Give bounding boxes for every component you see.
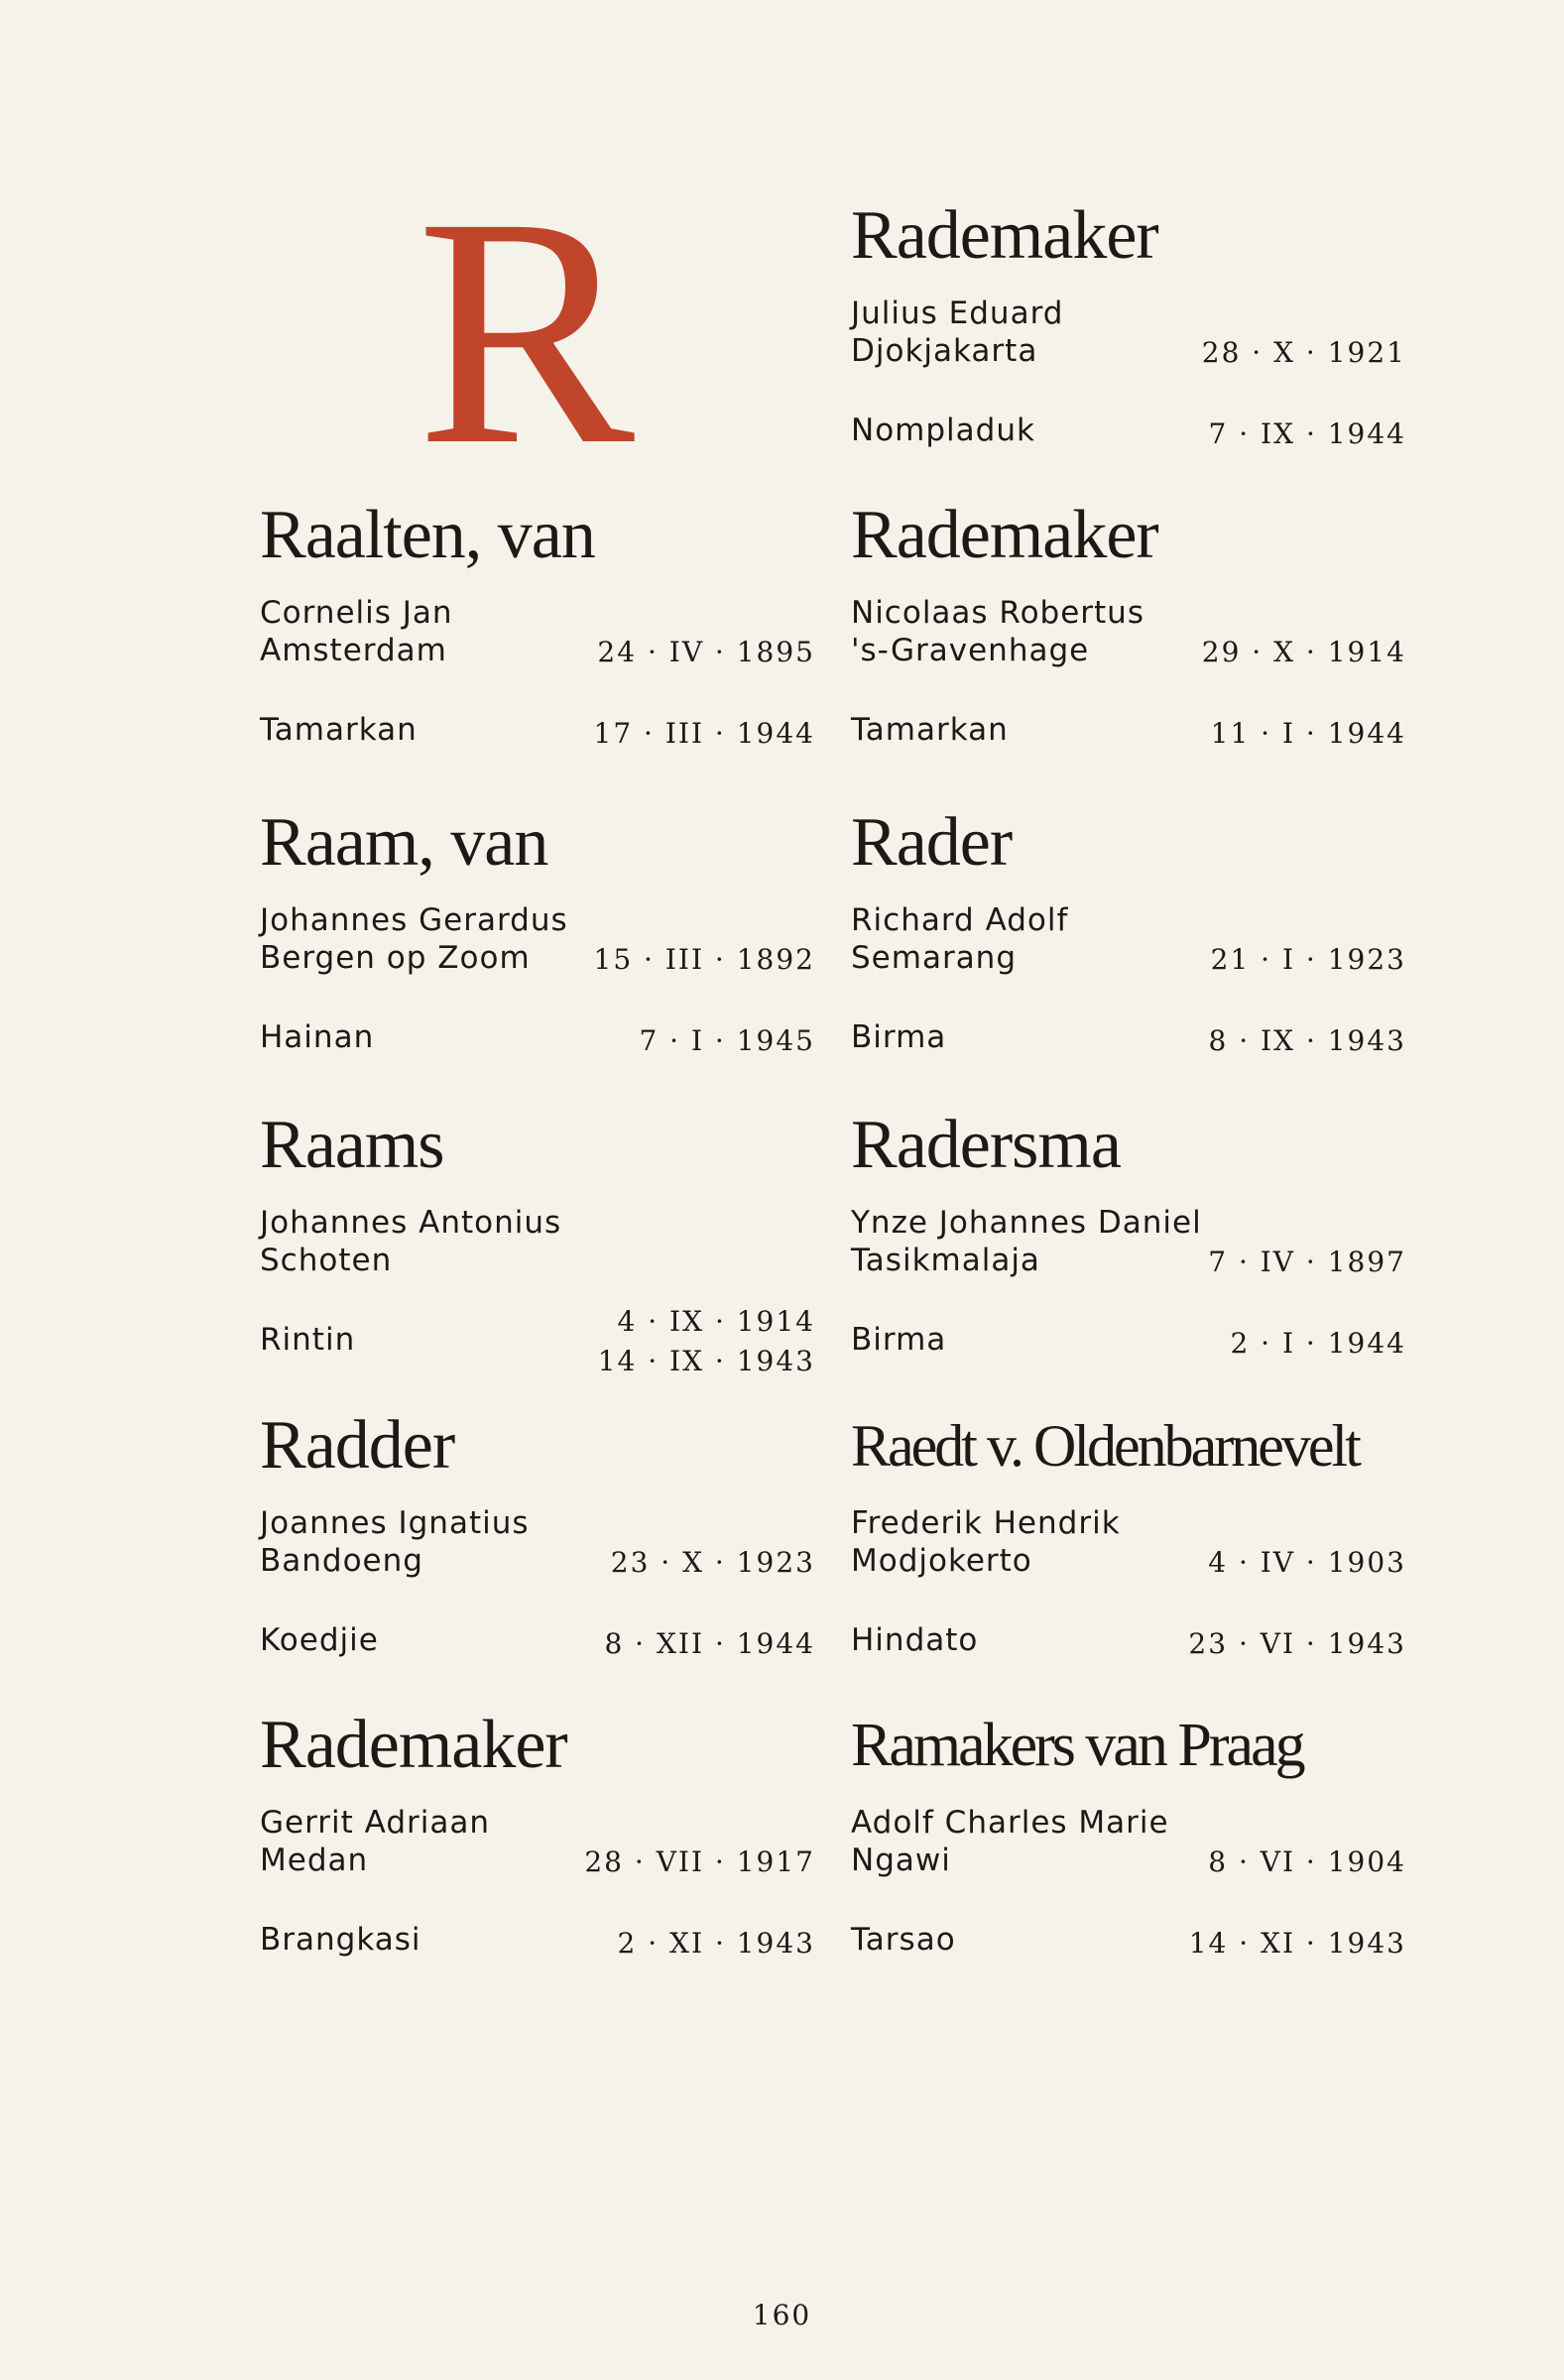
death-place: Hindato: [851, 1622, 979, 1658]
birth-place: Semarang: [851, 940, 1018, 976]
birth-date: 4 · IX · 1914: [617, 1305, 815, 1338]
surname: Raedt v. Oldenbarnevelt: [851, 1413, 1359, 1479]
surname: Radersma: [851, 1107, 1121, 1183]
birth-date: 21 · I · 1923: [1210, 943, 1406, 976]
birth-date: 23 · X · 1923: [610, 1546, 815, 1579]
entry: [851, 196, 1406, 494]
birth-place: Bandoeng: [260, 1543, 423, 1579]
surname: Ramakers van Praag: [851, 1712, 1303, 1779]
death-date: 14 · IX · 1943: [597, 1345, 815, 1377]
birth-date: 4 · IV · 1903: [1208, 1546, 1406, 1579]
birth-place: Modjokerto: [851, 1543, 1032, 1579]
given-names: Gerrit Adriaan: [260, 1805, 490, 1841]
entry: [260, 496, 815, 793]
given-names: Nicolaas Robertus: [851, 595, 1144, 631]
birth-place: Djokjakarta: [851, 333, 1038, 369]
given-names: Joannes Ignatius: [260, 1505, 530, 1541]
death-date: 7 · I · 1945: [639, 1024, 815, 1057]
entry: [851, 1706, 1406, 2003]
birth-date: 28 · X · 1921: [1201, 336, 1406, 369]
entry: [260, 1406, 815, 1704]
death-date: 2 · XI · 1943: [617, 1927, 815, 1960]
surname: Rader: [851, 804, 1013, 881]
birth-place: 's-Gravenhage: [851, 633, 1090, 668]
surname: Raam, van: [260, 804, 548, 881]
birth-place: Ngawi: [851, 1843, 951, 1878]
entry: [851, 496, 1406, 793]
given-names: Cornelis Jan: [260, 595, 453, 631]
death-place: Tamarkan: [851, 712, 1009, 748]
birth-place: Schoten: [260, 1243, 393, 1278]
death-date: 8 · XII · 1944: [604, 1627, 815, 1660]
death-place: Birma: [851, 1322, 947, 1358]
death-place: Rintin: [260, 1322, 356, 1358]
entry: [851, 803, 1406, 1101]
death-place: Hainan: [260, 1019, 375, 1055]
given-names: Richard Adolf: [851, 902, 1069, 938]
birth-place: Medan: [260, 1843, 369, 1878]
surname: Rademaker: [851, 197, 1158, 274]
birth-date: 15 · III · 1892: [593, 943, 815, 976]
death-date: 14 · XI · 1943: [1188, 1927, 1406, 1960]
entry: [260, 1106, 815, 1403]
birth-place: Bergen op Zoom: [260, 940, 531, 976]
surname: Rademaker: [260, 1707, 567, 1783]
death-date: 11 · I · 1944: [1210, 717, 1406, 750]
given-names: Johannes Gerardus: [260, 902, 568, 938]
given-names: Frederik Hendrik: [851, 1505, 1121, 1541]
birth-date: 7 · IV · 1897: [1208, 1246, 1406, 1278]
death-place: Nompladuk: [851, 413, 1035, 448]
entry: [851, 1106, 1406, 1403]
entry: [260, 803, 815, 1101]
death-date: 2 · I · 1944: [1230, 1327, 1406, 1360]
birth-date: 24 · IV · 1895: [597, 636, 815, 668]
birth-date: 8 · VI · 1904: [1208, 1845, 1406, 1878]
death-place: Brangkasi: [260, 1922, 421, 1958]
death-place: Tamarkan: [260, 712, 418, 748]
death-place: Koedjie: [260, 1622, 379, 1658]
death-place: Tarsao: [851, 1922, 956, 1958]
page-number: 160: [752, 2299, 812, 2331]
surname: Raams: [260, 1107, 444, 1183]
birth-date: 29 · X · 1914: [1201, 636, 1406, 668]
surname: Raalten, van: [260, 497, 595, 573]
given-names: Adolf Charles Marie: [851, 1805, 1169, 1841]
birth-place: Tasikmalaja: [851, 1243, 1040, 1278]
initial-letter: R: [417, 151, 636, 513]
death-place: Birma: [851, 1019, 947, 1055]
birth-place: Amsterdam: [260, 633, 447, 668]
death-date: 7 · IX · 1944: [1208, 417, 1406, 450]
death-date: 17 · III · 1944: [593, 717, 815, 750]
death-date: 23 · VI · 1943: [1188, 1627, 1406, 1660]
birth-date: 28 · VII · 1917: [584, 1845, 815, 1878]
death-date: 8 · IX · 1943: [1208, 1024, 1406, 1057]
surname: Rademaker: [851, 497, 1158, 573]
entry: [260, 1706, 815, 2003]
entry: [851, 1406, 1406, 1704]
given-names: Julius Eduard: [851, 296, 1064, 331]
given-names: Ynze Johannes Daniel: [851, 1205, 1202, 1241]
surname: Radder: [260, 1407, 455, 1484]
given-names: Johannes Antonius: [260, 1205, 562, 1241]
